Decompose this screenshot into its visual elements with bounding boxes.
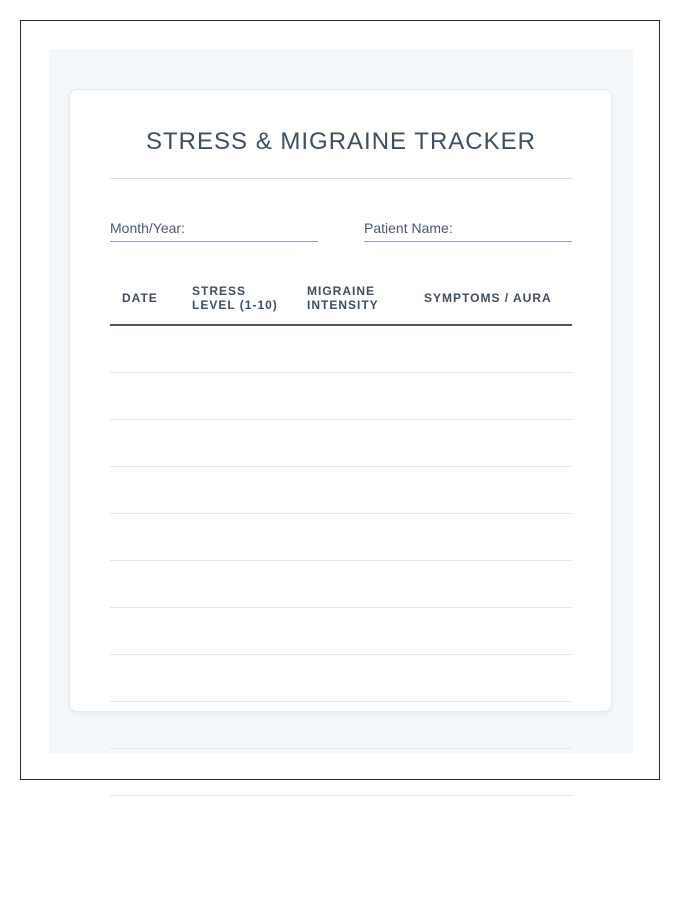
patient-name-field[interactable]	[364, 241, 572, 242]
page-title: STRESS & MIGRAINE TRACKER	[146, 128, 536, 155]
table-header-rule	[110, 324, 572, 326]
column-header-stress-line2: LEVEL (1-10)	[192, 298, 278, 312]
column-header-symptoms-line1: SYMPTOMS / AURA	[424, 291, 552, 305]
title-divider	[110, 178, 572, 179]
column-header-date	[122, 291, 158, 305]
column-header-migraine-line2: INTENSITY	[307, 298, 379, 312]
table-row[interactable]	[110, 654, 572, 655]
column-header-date-line1: DATE	[122, 291, 158, 305]
table-row[interactable]	[110, 560, 572, 561]
table-row[interactable]	[110, 513, 572, 514]
table-row[interactable]	[110, 419, 572, 420]
patient-name-label: Patient Name:	[364, 220, 453, 236]
table-row[interactable]	[110, 795, 572, 796]
tracker-card	[69, 89, 612, 712]
column-header-symptoms	[424, 291, 552, 305]
table-row[interactable]	[110, 372, 572, 373]
table-row[interactable]	[110, 701, 572, 702]
month-year-field[interactable]	[110, 241, 318, 242]
table-row[interactable]	[110, 466, 572, 467]
column-header-stress	[192, 284, 278, 312]
table-row[interactable]	[110, 607, 572, 608]
month-year-label: Month/Year:	[110, 220, 185, 236]
column-header-stress-line1: STRESS	[192, 284, 247, 298]
table-row[interactable]	[110, 748, 572, 749]
column-header-migraine-line1: MIGRAINE	[307, 284, 375, 298]
column-header-migraine	[307, 284, 379, 312]
